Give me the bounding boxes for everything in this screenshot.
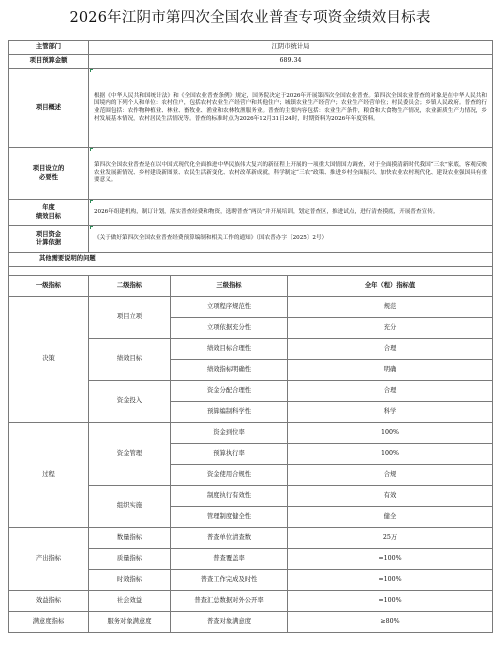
row-overview	[9, 69, 493, 148]
cell-marker-icon	[90, 69, 93, 72]
header-level3: 三级指标	[171, 276, 288, 297]
level3-cell: 管理制度健全性	[171, 507, 288, 528]
level1-decision: 决策	[9, 297, 89, 423]
level3-cell: 资金分配合理性	[171, 381, 288, 402]
level2-project-setup: 项目立项	[89, 297, 171, 339]
overview-label: 项目概述	[9, 69, 89, 148]
target-cell: 100%	[288, 444, 493, 465]
row-dept	[9, 41, 493, 55]
header-level2: 二级指标	[89, 276, 171, 297]
target-cell: =100%	[288, 591, 493, 612]
table-row	[9, 612, 493, 633]
annual-label-line1: 年度	[42, 204, 55, 212]
row-necessity	[9, 148, 493, 200]
necessity-text: 第四次全国农业普查是在以中国式现代化全面推进中华民族伟大复兴的新征程上开展的一项重大国情国力调查，对于全面摸清新时代我国“三农”家底，客观反映农业发展新情况、乡村建设新图景、农民生活新变化、农村改革新成就，科学制定“三农”政策、推进乡村全面振兴、加快农业农村现代化、建设农业强国具有重要意义。	[94, 162, 488, 184]
target-cell: 100%	[288, 423, 493, 444]
necessity-cell	[89, 148, 493, 200]
table-row	[9, 423, 493, 444]
target-cell: 25万	[288, 528, 493, 549]
level3-cell: 绩效指标明确性	[171, 360, 288, 381]
level3-cell: 预算编制科学性	[171, 402, 288, 423]
level3-cell: 绩效目标合理性	[171, 339, 288, 360]
cell-marker-icon	[90, 226, 93, 229]
level1-process: 过程	[9, 423, 89, 528]
level3-cell: 普查单位清查数	[171, 528, 288, 549]
performance-target-table	[8, 40, 493, 633]
level1-output: 产出指标	[9, 528, 89, 591]
target-cell: 规范	[288, 297, 493, 318]
header-target: 全年（程）指标值	[288, 276, 493, 297]
necessity-label	[9, 148, 89, 200]
budget-label: 项目预算金额	[9, 55, 89, 69]
target-cell: =100%	[288, 570, 493, 591]
header-level1: 一级指标	[9, 276, 89, 297]
cell-marker-icon	[90, 200, 93, 203]
level3-cell: 普查工作完成及时性	[171, 570, 288, 591]
level3-cell: 普查覆盖率	[171, 549, 288, 570]
target-cell: 合理	[288, 339, 493, 360]
target-cell: 合规	[288, 465, 493, 486]
level1-benefit: 效益指标	[9, 591, 89, 612]
level2-service: 服务对象满意度	[89, 612, 171, 633]
level3-cell: 普查汇总数据对外公开率	[171, 591, 288, 612]
level2-fund-input: 资金投入	[89, 381, 171, 423]
target-cell: 充分	[288, 318, 493, 339]
target-cell: 有效	[288, 486, 493, 507]
header-row	[9, 276, 493, 297]
annual-label-line2: 绩效目标	[35, 212, 62, 220]
annual-cell	[89, 200, 493, 226]
spacer-cell	[9, 267, 493, 276]
level3-cell: 资金到位率	[171, 423, 288, 444]
level3-cell: 普查对象满意度	[171, 612, 288, 633]
annual-label	[9, 200, 89, 226]
level2-fund-mgmt: 资金管理	[89, 423, 171, 486]
level1-satisfaction: 满意度指标	[9, 612, 89, 633]
level3-cell: 制度执行有效性	[171, 486, 288, 507]
row-other	[9, 253, 493, 267]
target-cell: 合理	[288, 381, 493, 402]
row-basis	[9, 226, 493, 253]
level2-org-impl: 组织实施	[89, 486, 171, 528]
basis-text: 《关于做好第四次全国农业普查经费预算编制和相关工作的通知》（国农普办字〔2025〕2号）	[94, 235, 328, 242]
level2-perf-goal: 绩效目标	[89, 339, 171, 381]
target-cell: ≥80%	[288, 612, 493, 633]
annual-text: 2026年组建机构，制订计划，落实普查经费和物资，选聘普查“两员”并开展培训，划定普查区，推进试点，进行清查摸底，开展普查宣传。	[94, 208, 439, 215]
level2-quantity: 数量指标	[89, 528, 171, 549]
basis-label-line1: 项目资金	[35, 230, 62, 238]
row-budget	[9, 55, 493, 69]
level3-cell: 预算执行率	[171, 444, 288, 465]
row-annual	[9, 200, 493, 226]
level2-timeliness: 时效指标	[89, 570, 171, 591]
basis-cell	[89, 226, 493, 253]
target-cell: 科学	[288, 402, 493, 423]
other-label: 其他需要说明的问题	[9, 253, 493, 267]
page-title: 2026年江阴市第四次全国农业普查专项资金绩效目标表	[69, 10, 431, 26]
cell-marker-icon	[90, 148, 93, 151]
overview-text: 根据《中华人民共和国统计法》和《全国农业普查条例》规定，国务院决定于2026年开展第四次全国农业普查。第四次全国农业普查的对象是在中华人民共和国境内的下列个人和单位：农村住户，包括农村农业生产经营户和其他住户；城镇农业生产经营户；农业生产经营单位；村民委员会；乡镇人民政府。普查的行业范围包括：农作物种植业、林业、畜牧业、渔业和农林牧渔服务业。普查的主要内容包括：农业生产条件，粮食和大食物生产情况，农业新质生产力情况，乡村发展基本情况，农村居民生活情况等。普查的标准时点为2026年12月31日24时，时期资料为2026年年度资料。	[94, 92, 488, 122]
row-spacer	[9, 267, 493, 276]
target-cell: 健全	[288, 507, 493, 528]
target-cell: =100%	[288, 549, 493, 570]
target-cell: 明确	[288, 360, 493, 381]
table-row	[9, 591, 493, 612]
level3-cell: 立项程序规范性	[171, 297, 288, 318]
level2-quality: 质量指标	[89, 549, 171, 570]
basis-label	[9, 226, 89, 253]
level3-cell: 立项依据充分性	[171, 318, 288, 339]
level2-social: 社会效益	[89, 591, 171, 612]
table-row	[9, 528, 493, 549]
dept-value: 江阴市统计局	[89, 41, 493, 55]
table-row	[9, 297, 493, 318]
necessity-label-line2: 必要性	[39, 173, 58, 181]
basis-label-line2: 计算依据	[35, 239, 62, 246]
necessity-label-line1: 项目设立的	[32, 165, 65, 173]
overview-cell	[89, 69, 493, 148]
budget-value: 689.34	[89, 55, 493, 69]
level3-cell: 资金使用合规性	[171, 465, 288, 486]
dept-label: 主管部门	[9, 41, 89, 55]
